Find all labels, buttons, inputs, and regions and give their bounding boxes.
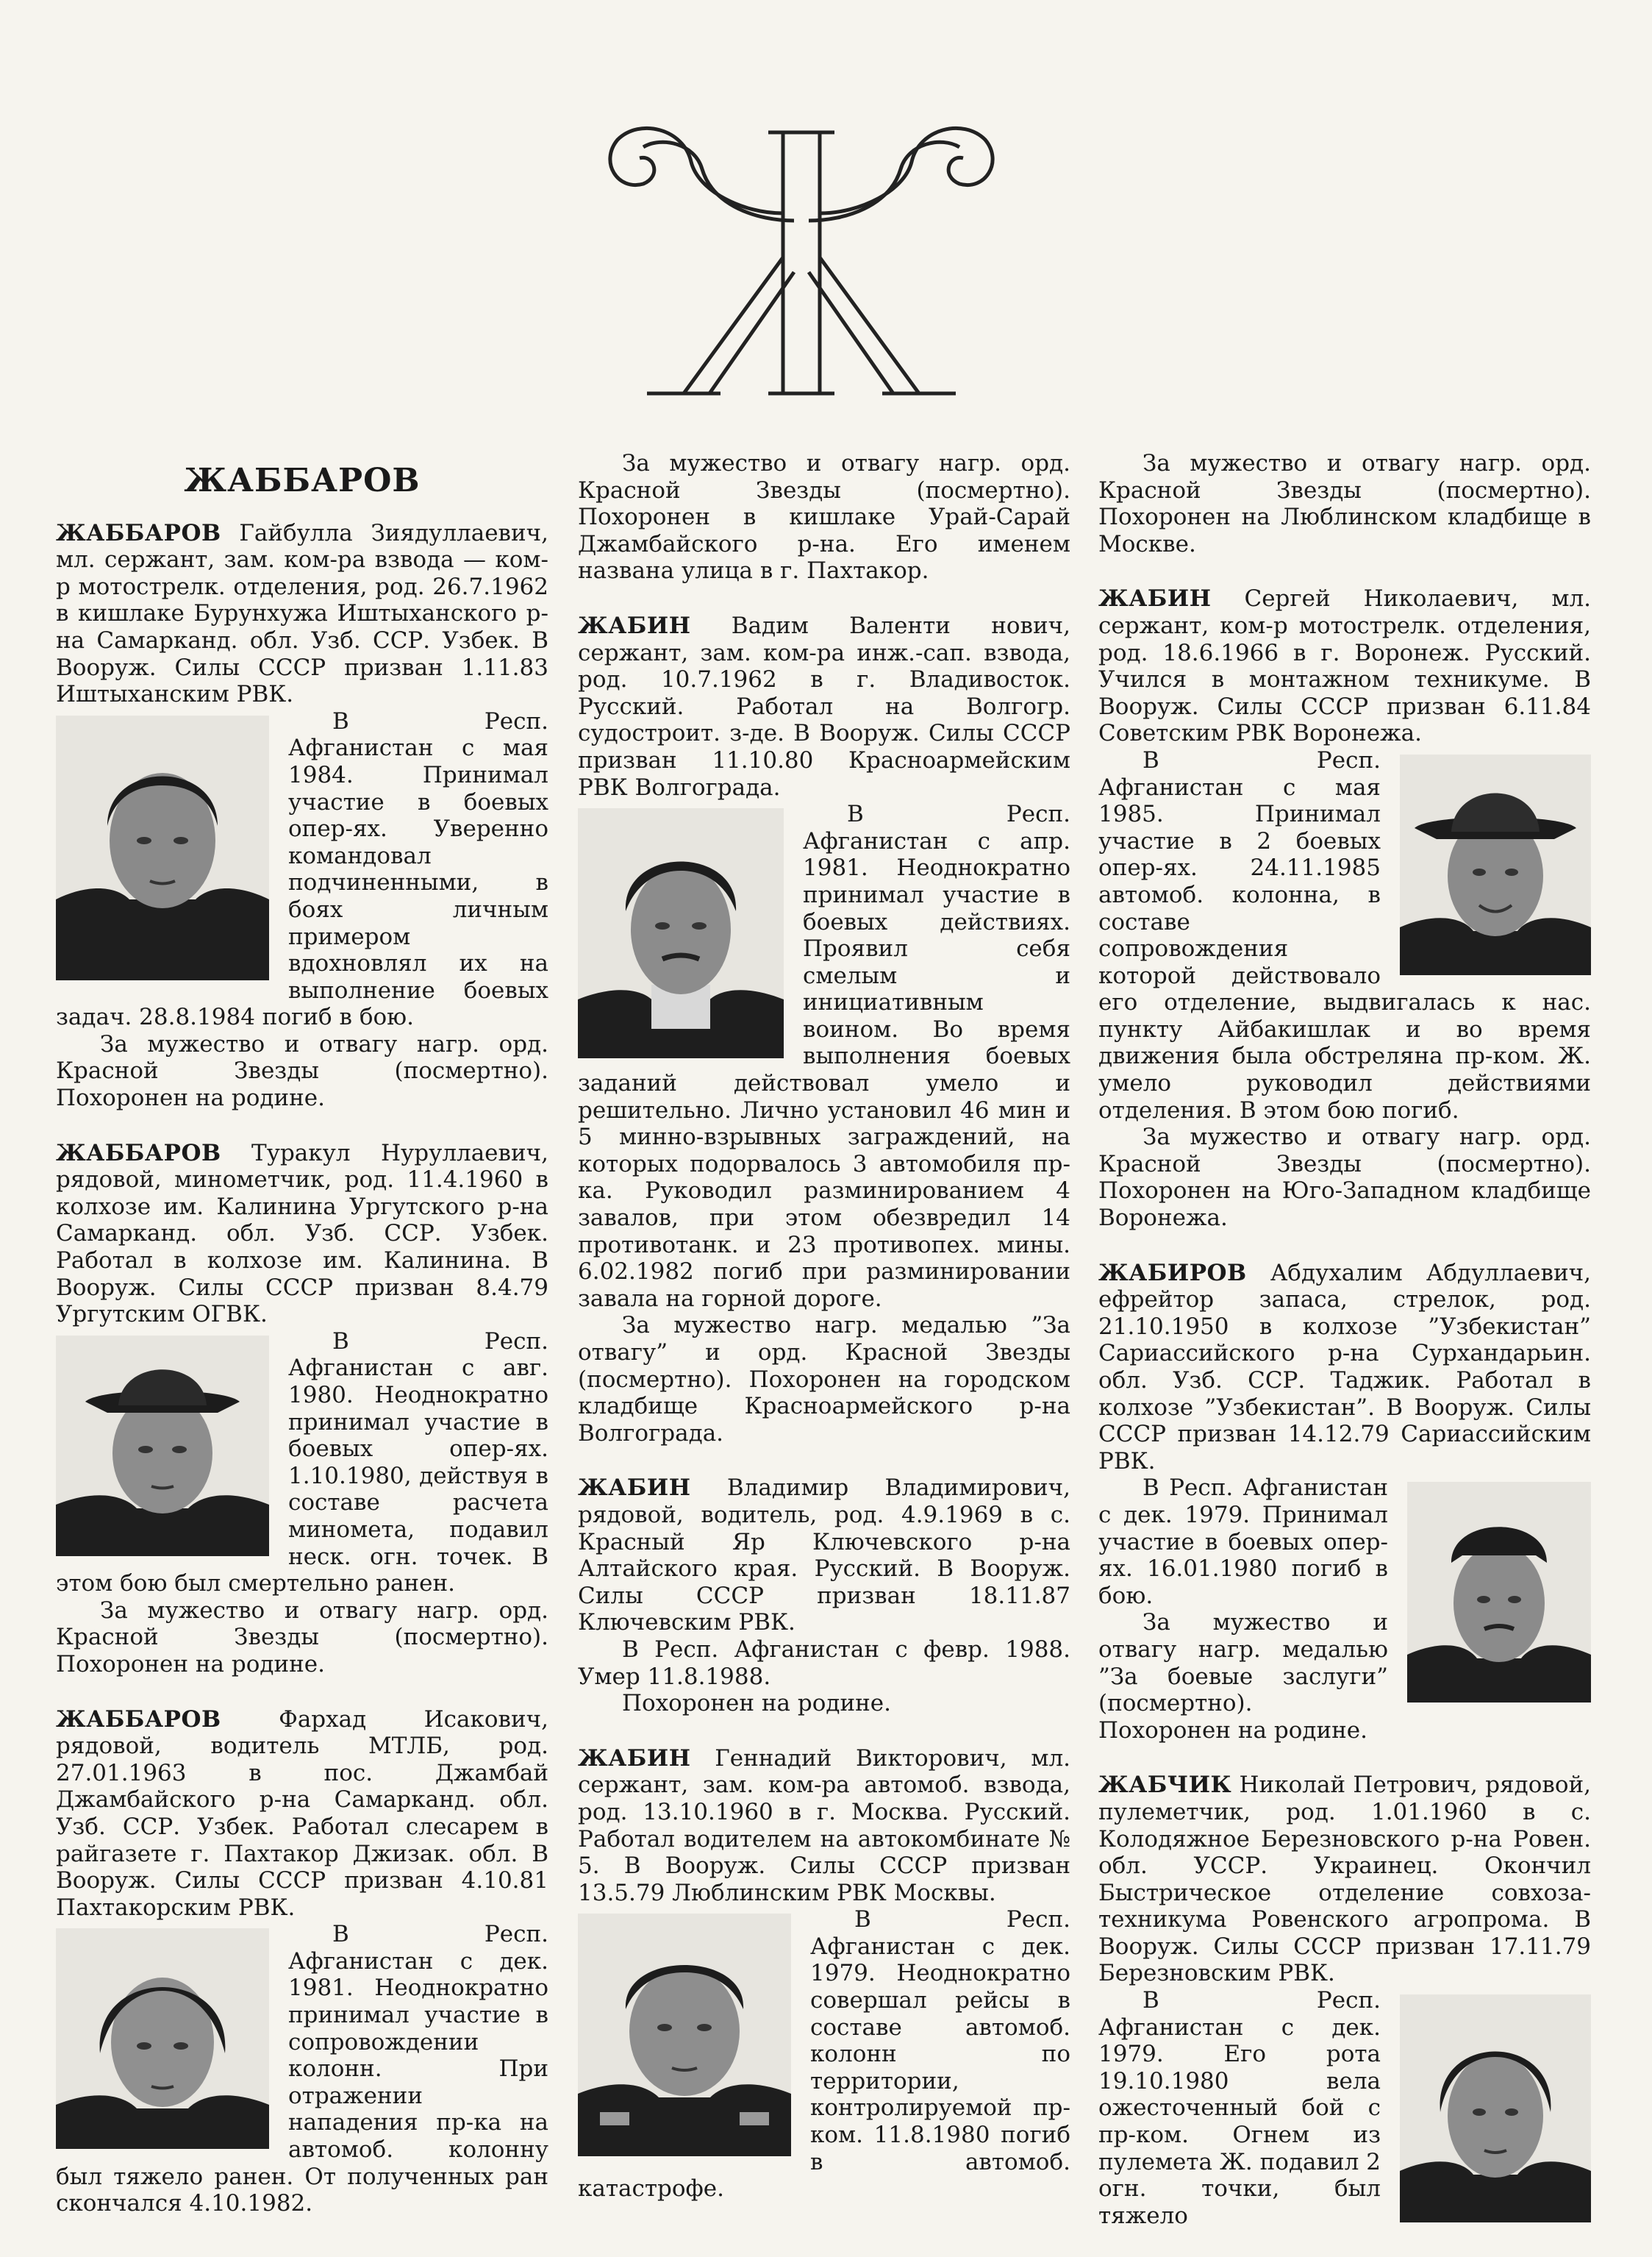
entry-lead: Геннадий Викторович, мл. сержант, зам. ком-ра автомоб. взвода, род. 13.10.1960 в г. Москва. Русский. Работал водителем на автокомбинате № 5. В Вооруж. Силы СССР призван 13.5.79 Люблинским РВК Москвы.	[578, 1744, 1070, 1906]
entry-lead: Сергей Николаевич, мл. сержант, ком-р мотострелк. отделения, род. 18.6.1966 в г. Воронеж. Русский. Учился в монтажном техникуме. В Вооруж. Силы СССР призван 6.11.84 Советским РВК Воронежа.	[1098, 585, 1591, 747]
entry-service: В Респ. Афганистан с дек. 1979. Неоднократно совершал рейсы в составе автомоб. колонн по территории, контролируемой пр-ком. 11.8.1980 погиб в автомоб. катастрофе.	[578, 1906, 1070, 2203]
entry-lead: Фархад Исакович, рядовой, водитель МТЛБ, род. 27.01.1963 в пос. Джамбай Джамбайского р-на Самарканд. обл. Узб. ССР. Узбек. Работал слесарем в райгазете г. Пахтакор Джизак. обл. В Вооруж. Силы СССР призван 4.10.81 Пахтакорским РВК.	[56, 1705, 548, 1921]
entry-surname: ЖАБИН	[578, 1744, 691, 1772]
entry-zhabbarov-farkhad	[56, 1706, 548, 2217]
entry-surname: ЖАБЧИК	[1098, 1772, 1232, 1799]
entry-lead: Гайбулла Зиядуллаевич, мл. сержант, зам. ком-ра взвода — ком-р мотострелк. отделения, род. 26.7.1962 в кишлаке Бурунхужа Иштыханского р-на Самарканд. обл. Узб. ССР. Узбек. В Вооруж. Силы СССР призван 1.11.83 Иштыханским РВК.	[56, 519, 548, 708]
portrait-photo	[1400, 755, 1591, 975]
entry-service: В Респ. Афганистан с апр. 1981. Неоднократно принимал участие в боевых действиях. Проявил себя смелым и инициативным воином. Во время выполнения боевых заданий действовал умело и решительно. Лично установил 46 мин и 5 минно-взрывных заграждений, на которых подорвалось 3 автомобиля пр-ка. Руководил разминированием 4 завалов, при этом обезвредил 14 противотанк. и 23 противопех. мины. 6.02.1982 погиб при разминировании завала на горной дороге.	[578, 801, 1070, 1312]
portrait-photo	[56, 1928, 269, 2149]
entry-surname: ЖАББАРОВ	[56, 1705, 221, 1733]
entry-surname: ЖАББАРОВ	[56, 519, 221, 546]
entry-surname: ЖАБИН	[1098, 585, 1212, 613]
entry-award: За мужество и отвагу нагр. медалью ”За боевые заслуги” (посмертно). Похоронен на родине.	[1098, 1609, 1388, 1744]
entry-burial: Похоронен на родине.	[622, 1690, 891, 1717]
column-2	[578, 450, 1070, 2231]
entry-service: В Респ. Афганистан с дек. 1979. Принимал участие в боевых опер-ях. 16.01.1980 погиб в бою.	[1098, 1475, 1388, 1609]
entry-lead: Туракул Нуруллаевич, рядовой, минометчик, род. 11.4.1960 в колхозе им. Калинина Ургутского р-на Самарканд. обл. Узб. ССР. Узбек. Работал в колхозе им. Калинина. В Вооруж. Силы СССР призван 8.4.79 Ургутским ОГВК.	[56, 1139, 548, 1328]
entry-service: В Респ. Афганистан с дек. 1979. Его рота 19.10.1980 вела ожесточенный бой с пр-ком. Огнем из пулемета Ж. подавил 2 огн. точки, был тяжело	[1098, 1987, 1381, 2229]
entry-lead: Вадим Валенти нович, сержант, зам. ком-ра инж.-сап. взвода, род. 10.7.1962 в г. Владивосток. Русский. Работал на Волгогр. судостроит. з-де. В Вооруж. Силы СССР призван 11.10.80 Красноармейским РВК Волгограда.	[578, 612, 1070, 801]
entry-service: В Респ. Афганистан с мая 1984. Принимал участие в боевых опер-ях. Уверенно командовал подчиненными, в боях личным примером вдохновлял их на выполнение боевых задач. 28.8.1984 погиб в бою.	[56, 707, 548, 1031]
entry-zhabirov-abdukhalim	[1098, 1260, 1591, 1744]
entry-lead: Николай Петрович, рядовой, пулеметчик, род. 1.01.1960 в с. Колодяжное Березновского р-на Ровен. обл. УССР. Украинец. Окончил Быстрическое отделение совхоза-техникума Ровенского агропрома. В Вооруж. Силы СССР призван 17.11.79 Березновским РВК.	[1098, 1772, 1591, 1987]
column-1	[56, 450, 548, 2245]
portrait-photo	[1400, 1994, 1591, 2222]
entry-zhabbarov-gaibulla	[56, 520, 548, 1112]
entry-service: В Респ. Афганистан с мая 1985. Принимал участие в 2 боевых опер-ях. 24.11.1985 автомоб. колонна, в составе сопровождения которой действовало его отделение, выдвигалась к нас. пункту Айбакишлак и во время движения была обстреляна пр-ком. Ж. умело руководил действиями отделения. В этом бою погиб.	[1098, 746, 1591, 1124]
portrait-photo	[1407, 1482, 1591, 1702]
entry-service: В Респ. Афганистан с дек. 1981. Неоднократно принимал участие в сопровождении колонн. При отражении нападения пр-ка на автомоб. колонну был тяжело ранен. От полученных ран скончался 4.10.1982.	[56, 1921, 548, 2217]
portrait-photo	[56, 716, 269, 980]
portrait-photo	[578, 1914, 791, 2156]
entry-zhabin-vadim	[578, 613, 1070, 1447]
svg-text:Ж: Ж	[800, 323, 803, 324]
entry-award: За мужество нагр. медалью ”За отвагу” и орд. Красной Звезды (посмертно). Похоронен на городском кладбище Красноармейского р-на Волгограда.	[578, 1312, 1070, 1447]
entry-service: В Респ. Афганистан с февр. 1988. Умер 11.8.1988.	[578, 1636, 1070, 1690]
entry-service: В Респ. Афганистан с авг. 1980. Неоднократно принимал участие в боевых опер-ях. 1.10.1980, действуя в составе расчета миномета, подавил неск. огн. точек. В этом бою был смертельно ранен.	[56, 1327, 548, 1597]
entry-lead: Абдухалим Абдуллаевич, ефрейтор запаса, стрелок, род. 21.10.1950 в колхозе ”Узбекистан” Сариассийского р-на Сурхандарьин. обл. Узб. ССР. Таджик. Работал в колхозе ”Узбекистан”. В Вооруж. Силы СССР призван 14.12.79 Сариассийским РВК.	[1098, 1259, 1591, 1475]
entry-zhabbarov-turakul	[56, 1140, 548, 1678]
entry-surname: ЖАБИРОВ	[1098, 1259, 1247, 1286]
decorative-initial-letter	[573, 103, 1029, 419]
column-3	[1098, 450, 1591, 2257]
continuation-from-previous	[1098, 450, 1591, 557]
entry-award: За мужество и отвагу нагр. орд. Красной Звезды (посмертно). Похоронен на родине.	[56, 1030, 548, 1112]
portrait-photo	[578, 808, 784, 1058]
entry-lead: Владимир Владимирович, рядовой, водитель, род. 4.9.1969 в с. Красный Яр Ключевского р-на Алтайского края. Русский. В Вооруж. Силы СССР призван 18.11.87 Ключевским РВК.	[578, 1475, 1070, 1636]
portrait-photo	[56, 1336, 269, 1556]
entry-award: За мужество и отвагу нагр. орд. Красной Звезды (посмертно). Похоронен на родине.	[56, 1597, 548, 1677]
continuation-from-previous	[578, 450, 1070, 585]
continuation-text: За мужество и отвагу нагр. орд. Красной Звезды (посмертно). Похоронен в кишлаке Урай-Сарай Джамбайского р-на. Его именем названа улица в г. Пахтакор.	[578, 450, 1070, 585]
continuation-text: За мужество и отвагу нагр. орд. Красной Звезды (посмертно). Похоронен на Люблинском кладбище в Москве.	[1098, 450, 1591, 557]
section-heading: ЖАББАРОВ	[184, 462, 421, 499]
entry-surname: ЖАББАРОВ	[56, 1139, 221, 1166]
entry-zhabchik-nikolai	[1098, 1772, 1591, 2229]
entry-surname: ЖАБИН	[578, 612, 691, 639]
entry-zhabin-sergey	[1098, 585, 1591, 1231]
entry-zhabin-gennady	[578, 1745, 1070, 2203]
entry-award: За мужество и отвагу нагр. орд. Красной Звезды (посмертно). Похоронен на Юго-Западном кладбище Воронежа.	[1098, 1124, 1591, 1232]
entry-zhabin-vladimir	[578, 1475, 1070, 1716]
entry-surname: ЖАБИН	[578, 1475, 691, 1502]
